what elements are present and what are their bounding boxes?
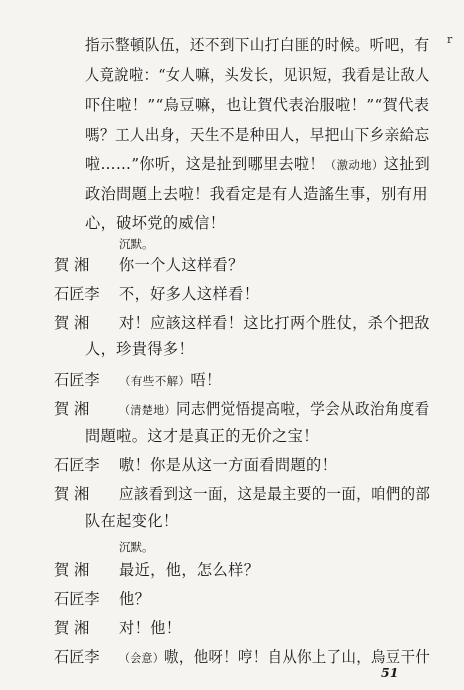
speaker-shijiang-li: 石匠李 (54, 648, 100, 666)
text-line-5 (85, 155, 430, 174)
text-line-2: 人竟說啦：“女人嘛，头发长，见识短，我看是让敌人 (85, 66, 430, 84)
stage-silence-1: 沉默。 (119, 237, 154, 251)
dialogue-line: 他？ (119, 590, 151, 608)
dialogue-line: 对！应該这样看！这比打两个胜仗，杀个把敌 (119, 314, 430, 332)
dialogue-line: 你一个人这样看？ (119, 256, 244, 274)
dialogue-line-cont: 队在起变化！ (85, 512, 179, 530)
text-line-1: 指示整頓队伍，还不到下山打白匪的时候。听吧，有 (85, 36, 430, 54)
stage-silence-2: 沉默。 (119, 540, 154, 554)
stage-direction: （激动地） (324, 158, 384, 172)
dialogue-line-cont: 問題啦。这才是真正的无价之宝！ (85, 427, 319, 445)
text-line-4: 嗎？工人出身，天生不是种田人，早把山下乡亲給忘 (85, 126, 430, 144)
dialogue-line: （会意）嗷，他呀！哼！自从你上了山，烏豆干什 (119, 648, 431, 666)
speaker-he-xiang: 賀 湘 (54, 256, 90, 274)
text-line-6: 政治問題上去啦！我看定是有人造謠生事，别有用 (85, 185, 428, 203)
speaker-he-xiang: 賀 湘 (54, 314, 90, 332)
corner-mark: r (447, 33, 453, 46)
speaker-shijiang-li: 石匠李 (54, 371, 100, 389)
text-line-5-main: 啦……”你听，这是扯到哪里去啦！ (85, 155, 325, 173)
speaker-shijiang-li: 石匠李 (54, 590, 100, 608)
dialogue-line: 应該看到这一面，这是最主要的一面，咱們的部 (119, 485, 431, 503)
dialogue-line: 对！他！ (119, 619, 182, 637)
dialogue-line: （清楚地）同志們觉悟提高啦，学会从政治角度看 (119, 400, 430, 418)
text-line-7: 心，破坏党的威信！ (85, 214, 226, 232)
speaker-shijiang-li: 石匠李 (54, 456, 100, 474)
stage-direction: （会意） (119, 651, 165, 665)
speaker-he-xiang: 賀 湘 (54, 485, 90, 503)
speaker-shijiang-li: 石匠李 (54, 285, 100, 303)
dialogue-line: 嗷！你是从这一方面看問題的！ (119, 456, 338, 474)
stage-direction: （有些不解） (119, 374, 191, 388)
speaker-he-xiang: 賀 湘 (54, 400, 90, 418)
page-number: 51 (381, 665, 399, 680)
stage-direction: （清楚地） (119, 403, 176, 417)
text-line-3: 吓住啦！”“烏豆嘛，也让賀代表治服啦！”“賀代表 (85, 96, 430, 114)
dialogue-line: 不，好多人这样看！ (119, 285, 260, 303)
speaker-he-xiang: 賀 湘 (54, 619, 90, 637)
speaker-he-xiang: 賀 湘 (54, 561, 90, 579)
dialogue-line: （有些不解）唔！ (119, 371, 222, 389)
dialogue-line-cont: 人，珍貴得多！ (85, 340, 195, 358)
text-line-5-tail: 这扯到 (383, 155, 431, 173)
dialogue-line: 最近，他，怎么样？ (119, 561, 260, 579)
